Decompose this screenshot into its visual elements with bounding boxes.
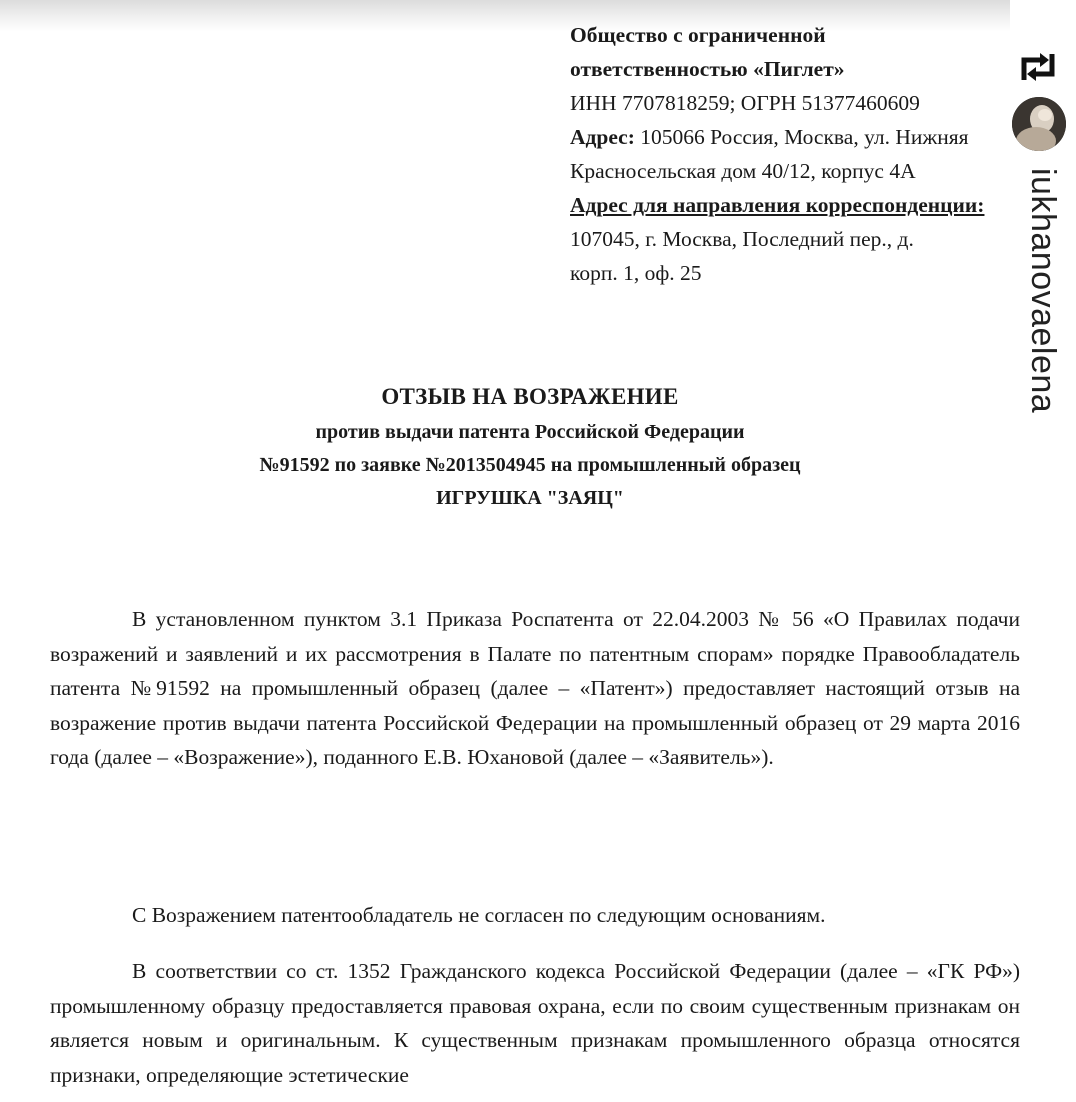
watermark-username: iukhanovaelena [1024, 168, 1062, 414]
address-value: 105066 Россия, Москва, ул. Нижняя [634, 125, 969, 149]
paragraph-disagreement [50, 898, 1020, 933]
company-name-line-1: Общество с ограниченной [570, 23, 826, 47]
recipient-address-block [570, 18, 1006, 290]
title-line-3: №91592 по заявке №2013504945 на промышленный образец [259, 454, 801, 476]
inn-ogrn: ИНН 7707818259; ОГРН 51377460609 [570, 91, 920, 115]
paragraph-legal-basis [50, 954, 1020, 1092]
title-line-1: ОТЗЫВ НА ВОЗРАЖЕНИЕ [381, 384, 679, 409]
address-line-1 [570, 120, 1006, 154]
document-title [100, 378, 960, 515]
title-line-2: против выдачи патента Российской Федерации [315, 421, 745, 443]
avatar-icon [1012, 97, 1066, 151]
correspondence-line-2: корп. 1, оф. 25 [570, 261, 702, 285]
paragraph-legal-basis-text: В соответствии со ст. 1352 Гражданского кодекса Российской Федерации (далее – «ГК РФ») промышленному образцу предоставляется правовая охрана, если по своим существенным признакам он является новым и оригинальным. К существенным признакам промышленного образца относятся признаки, определяющие эстетические [50, 959, 1020, 1087]
title-line-4: ИГРУШКА "ЗАЯЦ" [436, 487, 624, 509]
address-label: Адрес: [570, 125, 635, 149]
paragraph-disagreement-text: С Возражением патентообладатель не согласен по следующим основаниям. [132, 903, 826, 927]
paragraph-intro-text: В установленном пунктом 3.1 Приказа Роспатента от 22.04.2003 № 56 «О Правилах подачи возражений и заявлений и их рассмотрения в Палате по патентным спорам» порядке Правообладатель патента №91592 на промышленный образец (далее – «Патент») предоставляет настоящий отзыв на возражение против выдачи патента Российской Федерации на промышленный образец от 29 марта 2016 года (далее – «Возражение»), поданного Е.В. Юхановой (далее – «Заявитель»). [50, 607, 1020, 769]
correspondence-line-1: 107045, г. Москва, Последний пер., д. [570, 227, 914, 251]
company-name-line-2: ответственностью «Пиглет» [570, 57, 845, 81]
correspondence-label: Адрес для направления корреспонденции: [570, 193, 985, 217]
address-line-2: Красносельская дом 40/12, корпус 4А [570, 159, 916, 183]
repost-icon [1018, 50, 1058, 84]
paragraph-intro [50, 602, 1020, 775]
